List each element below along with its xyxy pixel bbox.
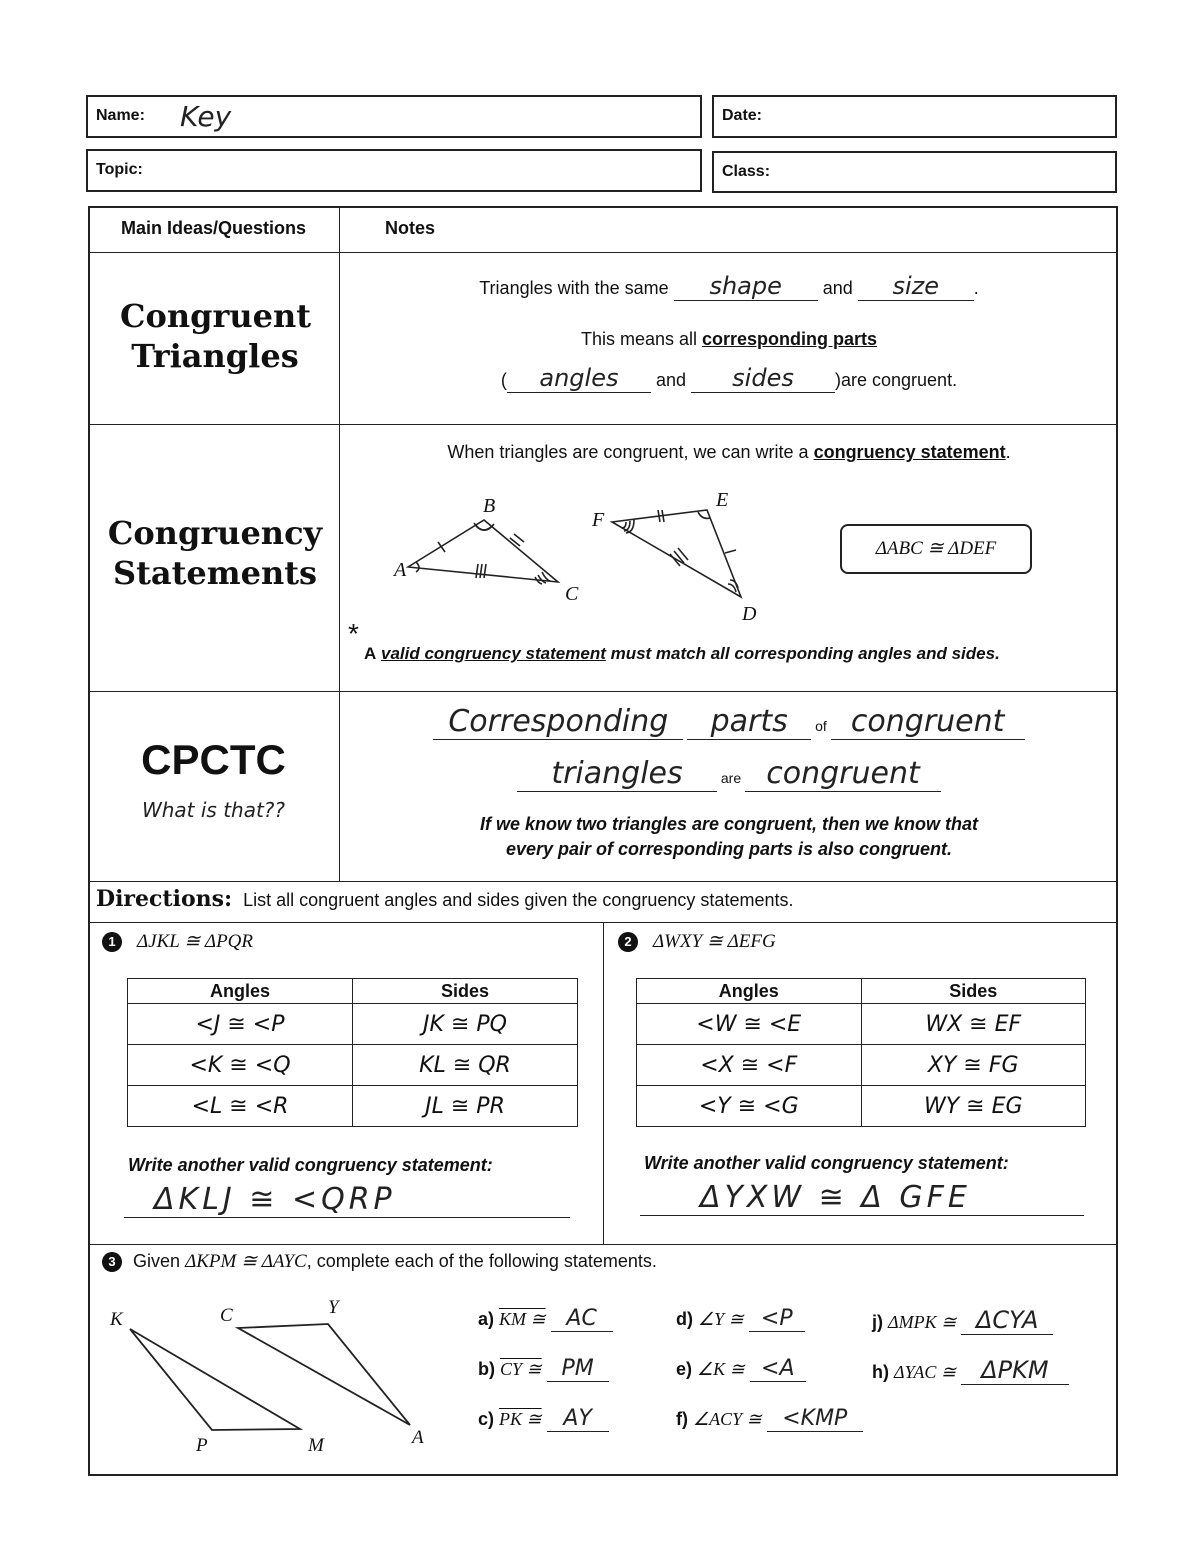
- problem3-item-j: [872, 1306, 1053, 1335]
- item-label: c): [478, 1409, 495, 1429]
- vertex-label-a: A: [412, 1427, 424, 1448]
- problem1-heading: [102, 930, 253, 953]
- problem2-statement: ΔWXY ≅ ΔEFG: [653, 931, 776, 952]
- column-header-main-ideas: Main Ideas/Questions: [120, 218, 307, 238]
- section2-intro: [340, 442, 1118, 463]
- column-header-notes: Notes: [385, 218, 436, 238]
- problem3-item-h: [872, 1356, 1069, 1385]
- star-mark: *: [348, 618, 359, 649]
- item-label: a): [478, 1309, 495, 1329]
- problem2-angle-cell[interactable]: <X ≅ <F: [637, 1045, 862, 1086]
- item-answer[interactable]: ΔCYA: [961, 1306, 1053, 1335]
- topic-label: Topic:: [96, 161, 143, 178]
- triangle-kpm: [130, 1329, 300, 1430]
- congruency-statement: ΔABC ≅ ΔDEF: [875, 538, 997, 559]
- vertex-label-f: F: [592, 509, 605, 531]
- item-prompt: ΔMPK ≅: [888, 1312, 957, 1332]
- problem1-angle-cell[interactable]: <J ≅ <P: [128, 1004, 353, 1045]
- blank-parts[interactable]: parts: [687, 704, 811, 740]
- line3-text-b: and: [655, 370, 686, 390]
- cpctc-of: of: [815, 718, 827, 734]
- problem2-side-cell[interactable]: WY ≅ EG: [861, 1086, 1086, 1127]
- problem1-prompt: Write another valid congruency statement:: [128, 1155, 493, 1175]
- cpctc-explain-2: every pair of corresponding parts is also congruent.: [505, 839, 953, 859]
- problem3-heading: [102, 1250, 657, 1273]
- item-label: d): [676, 1309, 693, 1329]
- triangle-diagram-kpm-ayc: [100, 1295, 440, 1460]
- vertex-label-a: A: [394, 559, 407, 581]
- item-label: f): [676, 1409, 688, 1429]
- problem1-side-cell[interactable]: JK ≅ PQ: [353, 1004, 578, 1045]
- item-prompt: ∠ACY ≅: [693, 1409, 762, 1429]
- class-box: [712, 151, 1117, 193]
- blank-shape[interactable]: shape: [674, 272, 818, 301]
- problem1-header-angles: Angles: [128, 979, 353, 1004]
- problem2-prompt: Write another valid congruency statement:: [644, 1153, 1009, 1173]
- blank-sides[interactable]: sides: [691, 364, 835, 393]
- blank-angles[interactable]: angles: [507, 364, 651, 393]
- line1-text-a: Triangles with the same: [479, 278, 669, 298]
- problem2-table: [636, 978, 1086, 1127]
- vertex-label-d: D: [742, 603, 757, 625]
- item-label: h): [872, 1362, 889, 1382]
- problem3-item-a: [478, 1306, 613, 1332]
- item-label: j): [872, 1312, 883, 1332]
- item-answer[interactable]: ΔPKM: [961, 1356, 1069, 1385]
- vertex-label-e: E: [716, 489, 729, 511]
- problem2-side-cell[interactable]: XY ≅ FG: [861, 1045, 1086, 1086]
- section1-line2: [340, 329, 1118, 350]
- problem1-number: 1: [102, 932, 122, 952]
- blank-size[interactable]: size: [858, 272, 974, 301]
- item-answer[interactable]: <A: [750, 1356, 806, 1382]
- section-title-cpctc: CPCTC: [141, 736, 286, 783]
- intro-text-a: When triangles are congruent, we can write a: [447, 442, 809, 462]
- topic-box: [86, 149, 702, 192]
- triangle-ayc: [238, 1324, 410, 1425]
- section3-subtitle: What is that??: [141, 798, 286, 822]
- vertex-label-p: P: [196, 1435, 208, 1456]
- vertex-label-c: C: [220, 1305, 233, 1326]
- problem3-item-e: [676, 1356, 806, 1382]
- row-divider-2: [88, 691, 1118, 692]
- item-prompt: ΔYAC ≅: [894, 1362, 956, 1382]
- item-label: e): [676, 1359, 693, 1379]
- problem3-number: 3: [102, 1252, 122, 1272]
- item-answer[interactable]: PM: [547, 1356, 609, 1382]
- intro-text-c: .: [1005, 442, 1011, 462]
- item-label: b): [478, 1359, 495, 1379]
- problem3-item-b: [478, 1356, 609, 1382]
- problem2-answer[interactable]: ΔYXW ≅ Δ GFE: [640, 1180, 1084, 1216]
- line2-text-a: This means all: [580, 329, 697, 349]
- cpctc-line2: [340, 756, 1118, 792]
- problem3-item-c: [478, 1406, 609, 1432]
- problem1-side-cell[interactable]: JL ≅ PR: [353, 1086, 578, 1127]
- problem2-angle-cell[interactable]: <W ≅ <E: [637, 1004, 862, 1045]
- problem2-header-angles: Angles: [637, 979, 862, 1004]
- vertex-label-k: K: [110, 1309, 123, 1330]
- problem3-statement: ΔKPM ≅ ΔAYC: [185, 1251, 307, 1272]
- problem3-item-d: [676, 1306, 805, 1332]
- problem3-text-a: Given: [133, 1251, 181, 1271]
- item-answer[interactable]: AC: [551, 1306, 613, 1332]
- blank-congruent-1[interactable]: congruent: [831, 704, 1025, 740]
- row-divider-5: [88, 1244, 1118, 1245]
- line1-text-c: .: [973, 278, 979, 298]
- item-prompt: KM ≅: [499, 1309, 546, 1329]
- section1-line1: [340, 272, 1118, 301]
- triangle-diagram-abc-def: [380, 480, 780, 630]
- name-box: [86, 95, 702, 138]
- class-label: Class:: [722, 163, 771, 180]
- note-text-b: valid congruency statement: [381, 644, 606, 663]
- directions-text: List all congruent angles and sides given the congruency statements.: [243, 890, 794, 910]
- problem2-header-sides: Sides: [861, 979, 1086, 1004]
- row-divider-3: [88, 881, 1118, 882]
- item-prompt: PK ≅: [499, 1409, 542, 1429]
- date-label: Date:: [722, 107, 763, 124]
- cpctc-explain-1: If we know two triangles are congruent, then we know that: [479, 814, 979, 834]
- problem2-number: 2: [618, 932, 638, 952]
- row-divider-head: [88, 252, 1118, 253]
- intro-text-b: congruency statement: [813, 442, 1006, 462]
- name-value[interactable]: Key: [180, 100, 232, 133]
- item-answer[interactable]: <KMP: [767, 1406, 863, 1432]
- section-title-congruency-statements: Congruency Statements: [107, 514, 323, 592]
- cpctc-line1: [340, 704, 1118, 740]
- line3-text-a: (: [500, 370, 507, 390]
- line2-text-b: corresponding parts: [702, 329, 878, 349]
- item-prompt: ∠Y ≅: [698, 1309, 744, 1329]
- item-answer[interactable]: <P: [749, 1306, 805, 1332]
- cpctc-are: are: [720, 770, 742, 786]
- item-prompt: CY ≅: [500, 1359, 542, 1379]
- problem1-answer[interactable]: ΔKLJ ≅ <QRP: [124, 1182, 570, 1218]
- blank-congruent-2[interactable]: congruent: [745, 756, 941, 792]
- problem2-heading: [618, 930, 776, 953]
- problem1-table: [127, 978, 578, 1127]
- item-answer[interactable]: AY: [547, 1406, 609, 1432]
- problem1-statement: ΔJKL ≅ ΔPQR: [137, 931, 254, 952]
- problem2-angle-cell[interactable]: <Y ≅ <G: [637, 1086, 862, 1127]
- problem1-angle-cell[interactable]: <L ≅ <R: [128, 1086, 353, 1127]
- date-box: [712, 95, 1117, 138]
- line1-text-b: and: [822, 278, 853, 298]
- problem3-item-f: [676, 1406, 863, 1432]
- problem1-header-sides: Sides: [353, 979, 578, 1004]
- problem-divider: [603, 922, 604, 1244]
- vertex-label-c: C: [565, 583, 579, 605]
- name-label: Name:: [96, 107, 145, 124]
- directions-label: Directions:: [96, 886, 233, 912]
- vertex-label-y: Y: [328, 1297, 339, 1318]
- section2-note: [364, 644, 1000, 664]
- item-prompt: ∠K ≅: [697, 1359, 745, 1379]
- section1-line3: [340, 364, 1118, 393]
- problem1-angle-cell[interactable]: <K ≅ <Q: [128, 1045, 353, 1086]
- line3-text-c: )are congruent.: [835, 370, 958, 390]
- section-title-congruent-triangles: Congruent Triangles: [120, 297, 311, 375]
- problem2-side-cell[interactable]: WX ≅ EF: [861, 1004, 1086, 1045]
- blank-corresponding[interactable]: Corresponding: [433, 704, 683, 740]
- row-divider-1: [88, 424, 1118, 425]
- blank-triangles[interactable]: triangles: [517, 756, 717, 792]
- vertex-label-b: B: [483, 495, 496, 517]
- problem1-side-cell[interactable]: KL ≅ QR: [353, 1045, 578, 1086]
- vertex-label-m: M: [308, 1435, 324, 1456]
- congruency-statement-box: [840, 524, 1032, 574]
- note-text-a: A: [364, 644, 377, 663]
- problem3-text-b: , complete each of the following statements.: [306, 1251, 657, 1271]
- note-text-c: must match all corresponding angles and sides.: [610, 644, 1000, 663]
- directions-row: [96, 886, 793, 912]
